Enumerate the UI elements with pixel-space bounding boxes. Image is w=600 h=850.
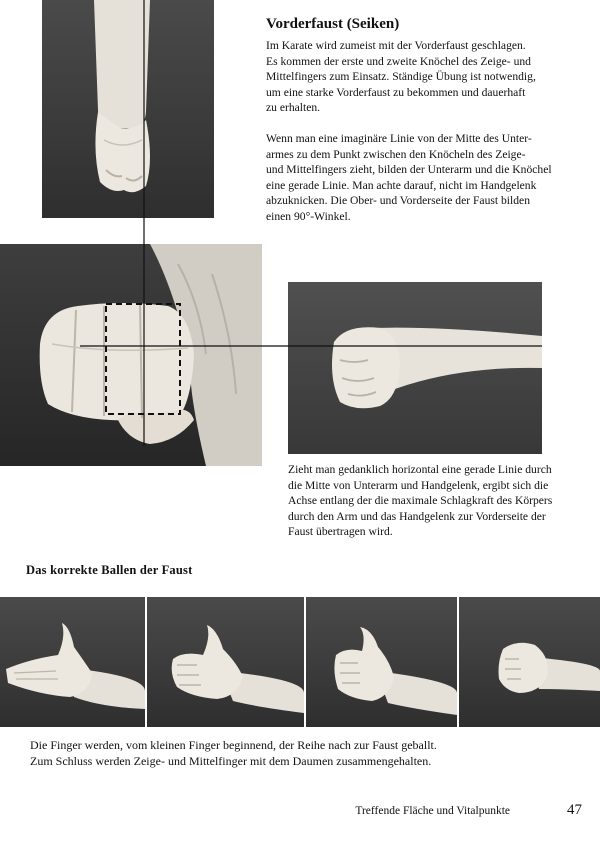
fist-side-view-photo bbox=[288, 282, 542, 454]
step-4-closed-fist-photo bbox=[459, 597, 600, 727]
text-line: armes zu dem Punkt zwischen den Knöcheln des Zeige- bbox=[266, 147, 526, 161]
text-line: Es kommen der erste und zweite Knöchel des Zeige- und bbox=[266, 54, 531, 68]
text-line: Faust übertragen wird. bbox=[288, 525, 393, 539]
section-caption: Das korrekte Ballen der Faust bbox=[26, 563, 193, 577]
step-3-half-fist-photo bbox=[306, 597, 457, 727]
intro-paragraph bbox=[266, 38, 586, 116]
running-footer: Treffende Fläche und Vitalpunkte bbox=[355, 805, 510, 817]
fist-front-view-photo bbox=[0, 244, 262, 466]
text-line: durch den Arm und das Handgelenk zur Vorderseite der bbox=[288, 509, 546, 523]
text-line: Mittelfingers zum Einsatz. Ständige Übung ist notwendig, bbox=[266, 70, 536, 84]
line-paragraph bbox=[266, 131, 586, 225]
text-line: zu erhalten. bbox=[266, 101, 321, 115]
text-line: Zieht man gedanklich horizontal eine gerade Linie durch bbox=[288, 463, 552, 476]
axis-paragraph bbox=[288, 462, 588, 540]
text-line: und Mittelfingers zieht, bilden der Unterarm und die Knöchel bbox=[266, 163, 552, 177]
text-line: abzuknicken. Die Ober- und Vorderseite der Faust bilden bbox=[266, 194, 530, 208]
text-line: Im Karate wird zumeist mit der Vorderfaust geschlagen. bbox=[266, 39, 526, 52]
text-line: Zum Schluss werden Zeige- und Mittelfinger mit dem Daumen zusammengehalten. bbox=[30, 753, 432, 768]
page-number: 47 bbox=[567, 802, 582, 818]
steps-caption bbox=[30, 738, 590, 769]
text-line: eine gerade Linie. Man achte darauf, nicht im Handgelenk bbox=[266, 178, 537, 192]
text-line: um eine starke Vorderfaust zu bekommen und dauerhaft bbox=[266, 85, 526, 99]
fist-top-view-photo bbox=[42, 0, 214, 218]
text-line: Achse entlang der die maximale Schlagkraft des Körpers bbox=[288, 494, 553, 508]
text-line: einen 90°-Winkel. bbox=[266, 209, 351, 223]
step-2-curling-fingers-photo bbox=[147, 597, 304, 727]
text-line: Wenn man eine imaginäre Linie von der Mitte des Unter- bbox=[266, 132, 532, 145]
page-heading: Vorderfaust (Seiken) bbox=[266, 16, 400, 32]
text-line: Die Finger werden, vom kleinen Finger beginnend, der Reihe nach zur Faust geballt. bbox=[30, 738, 437, 752]
text-line: die Mitte von Unterarm und Handgelenk, ergibt sich die bbox=[288, 478, 549, 492]
step-1-open-hand-photo bbox=[0, 597, 145, 727]
